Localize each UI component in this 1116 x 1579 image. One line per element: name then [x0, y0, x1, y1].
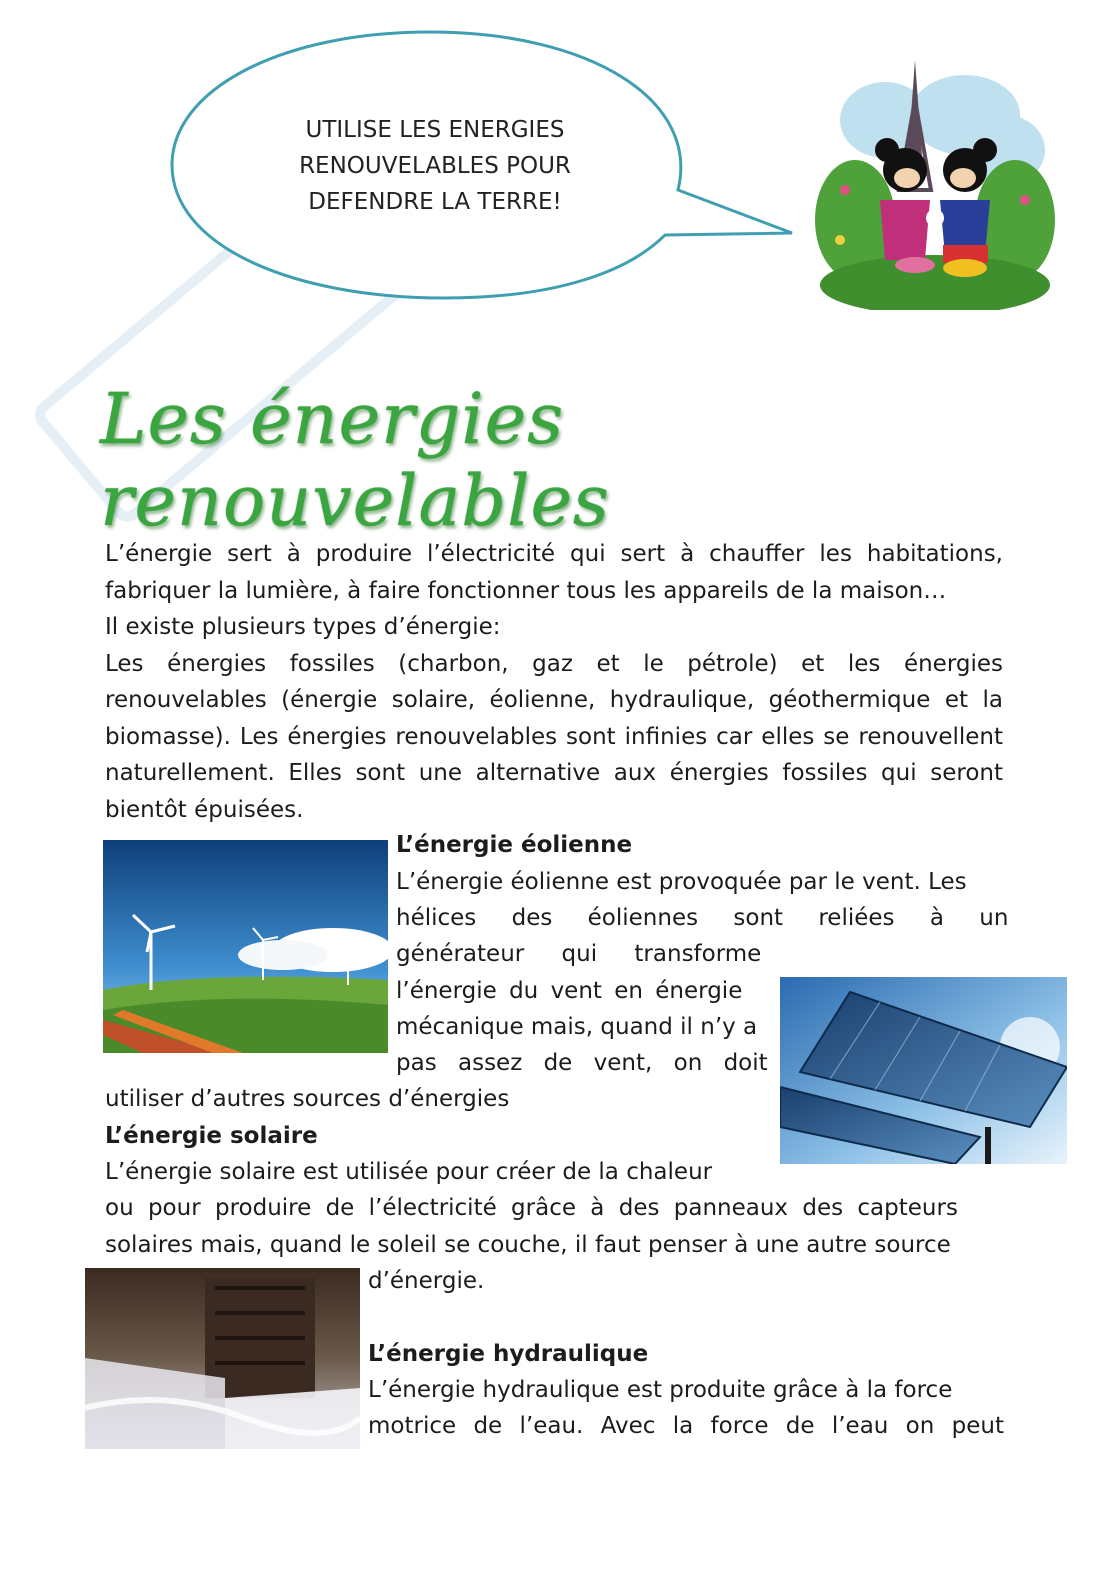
water-wheel-photo [85, 1268, 360, 1449]
mascot-illustration [815, 60, 1055, 310]
solaire-line: solaires mais, quand le soleil se couche, il faut penser à une autre source [105, 1232, 951, 1258]
eolienne-line: pas assez de vent, on doit [396, 1050, 768, 1076]
eolienne-line: utiliser d’autres sources d’énergies [105, 1086, 510, 1112]
eolienne-line: L’énergie éolienne est provoquée par le vent. Les [396, 869, 967, 895]
page-title: Les énergies renouvelables [100, 378, 610, 542]
intro-paragraph: Les énergies fossiles (charbon, gaz et le pétrole) et les énergies renouvelables (énergie solaire, éolienne, hydraulique, géothermique et la biomasse). Les énergies renouvelables sont infinies car elles se renouvellent naturellement. Elles sont une alternative aux énergies fossiles qui seront bientôt épuisées. [105, 650, 1003, 823]
intro-paragraph: L’énergie sert à produire l’électricité qui sert à chauffer les habitations, fabriquer la lumière, à faire fonctionner tous les appareils de la maison… [105, 541, 1003, 604]
eolienne-line: mécanique mais, quand il n’y a [396, 1014, 758, 1040]
hydraulique-line: motrice de l’eau. Avec la force de l’eau on peut [368, 1413, 1004, 1439]
solaire-line: ou pour produire de l’électricité grâce à des panneaux des capteurs [105, 1195, 958, 1221]
intro-section [105, 536, 1003, 828]
bubble-text [250, 112, 620, 220]
bubble-line: DEFENDRE LA TERRE! [308, 189, 562, 215]
eolienne-line: générateur qui transforme [396, 941, 762, 967]
bubble-line: RENOUVELABLES POUR [299, 153, 571, 179]
eolienne-line [396, 900, 1009, 937]
solaire-line: L’énergie solaire est utilisée pour créer de la chaleur [105, 1159, 713, 1185]
eolienne-line: l’énergie du vent en énergie [396, 978, 743, 1004]
solaire-line: d’énergie. [368, 1268, 485, 1294]
hydraulique-line: L’énergie hydraulique est produite grâce à la force [368, 1377, 953, 1403]
intro-paragraph: Il existe plusieurs types d’énergie: [105, 614, 501, 640]
eolienne-line-text: hélices des éoliennes sont reliées à un [396, 905, 1009, 931]
bubble-line: UTILISE LES ENERGIES [305, 117, 565, 143]
solar-panels-photo [780, 977, 1067, 1164]
heading-solaire: L’énergie solaire [105, 1123, 318, 1149]
wind-turbines-photo [103, 840, 388, 1053]
heading-hydraulique: L’énergie hydraulique [368, 1341, 649, 1367]
heading-eolienne: L’énergie éolienne [396, 832, 633, 858]
